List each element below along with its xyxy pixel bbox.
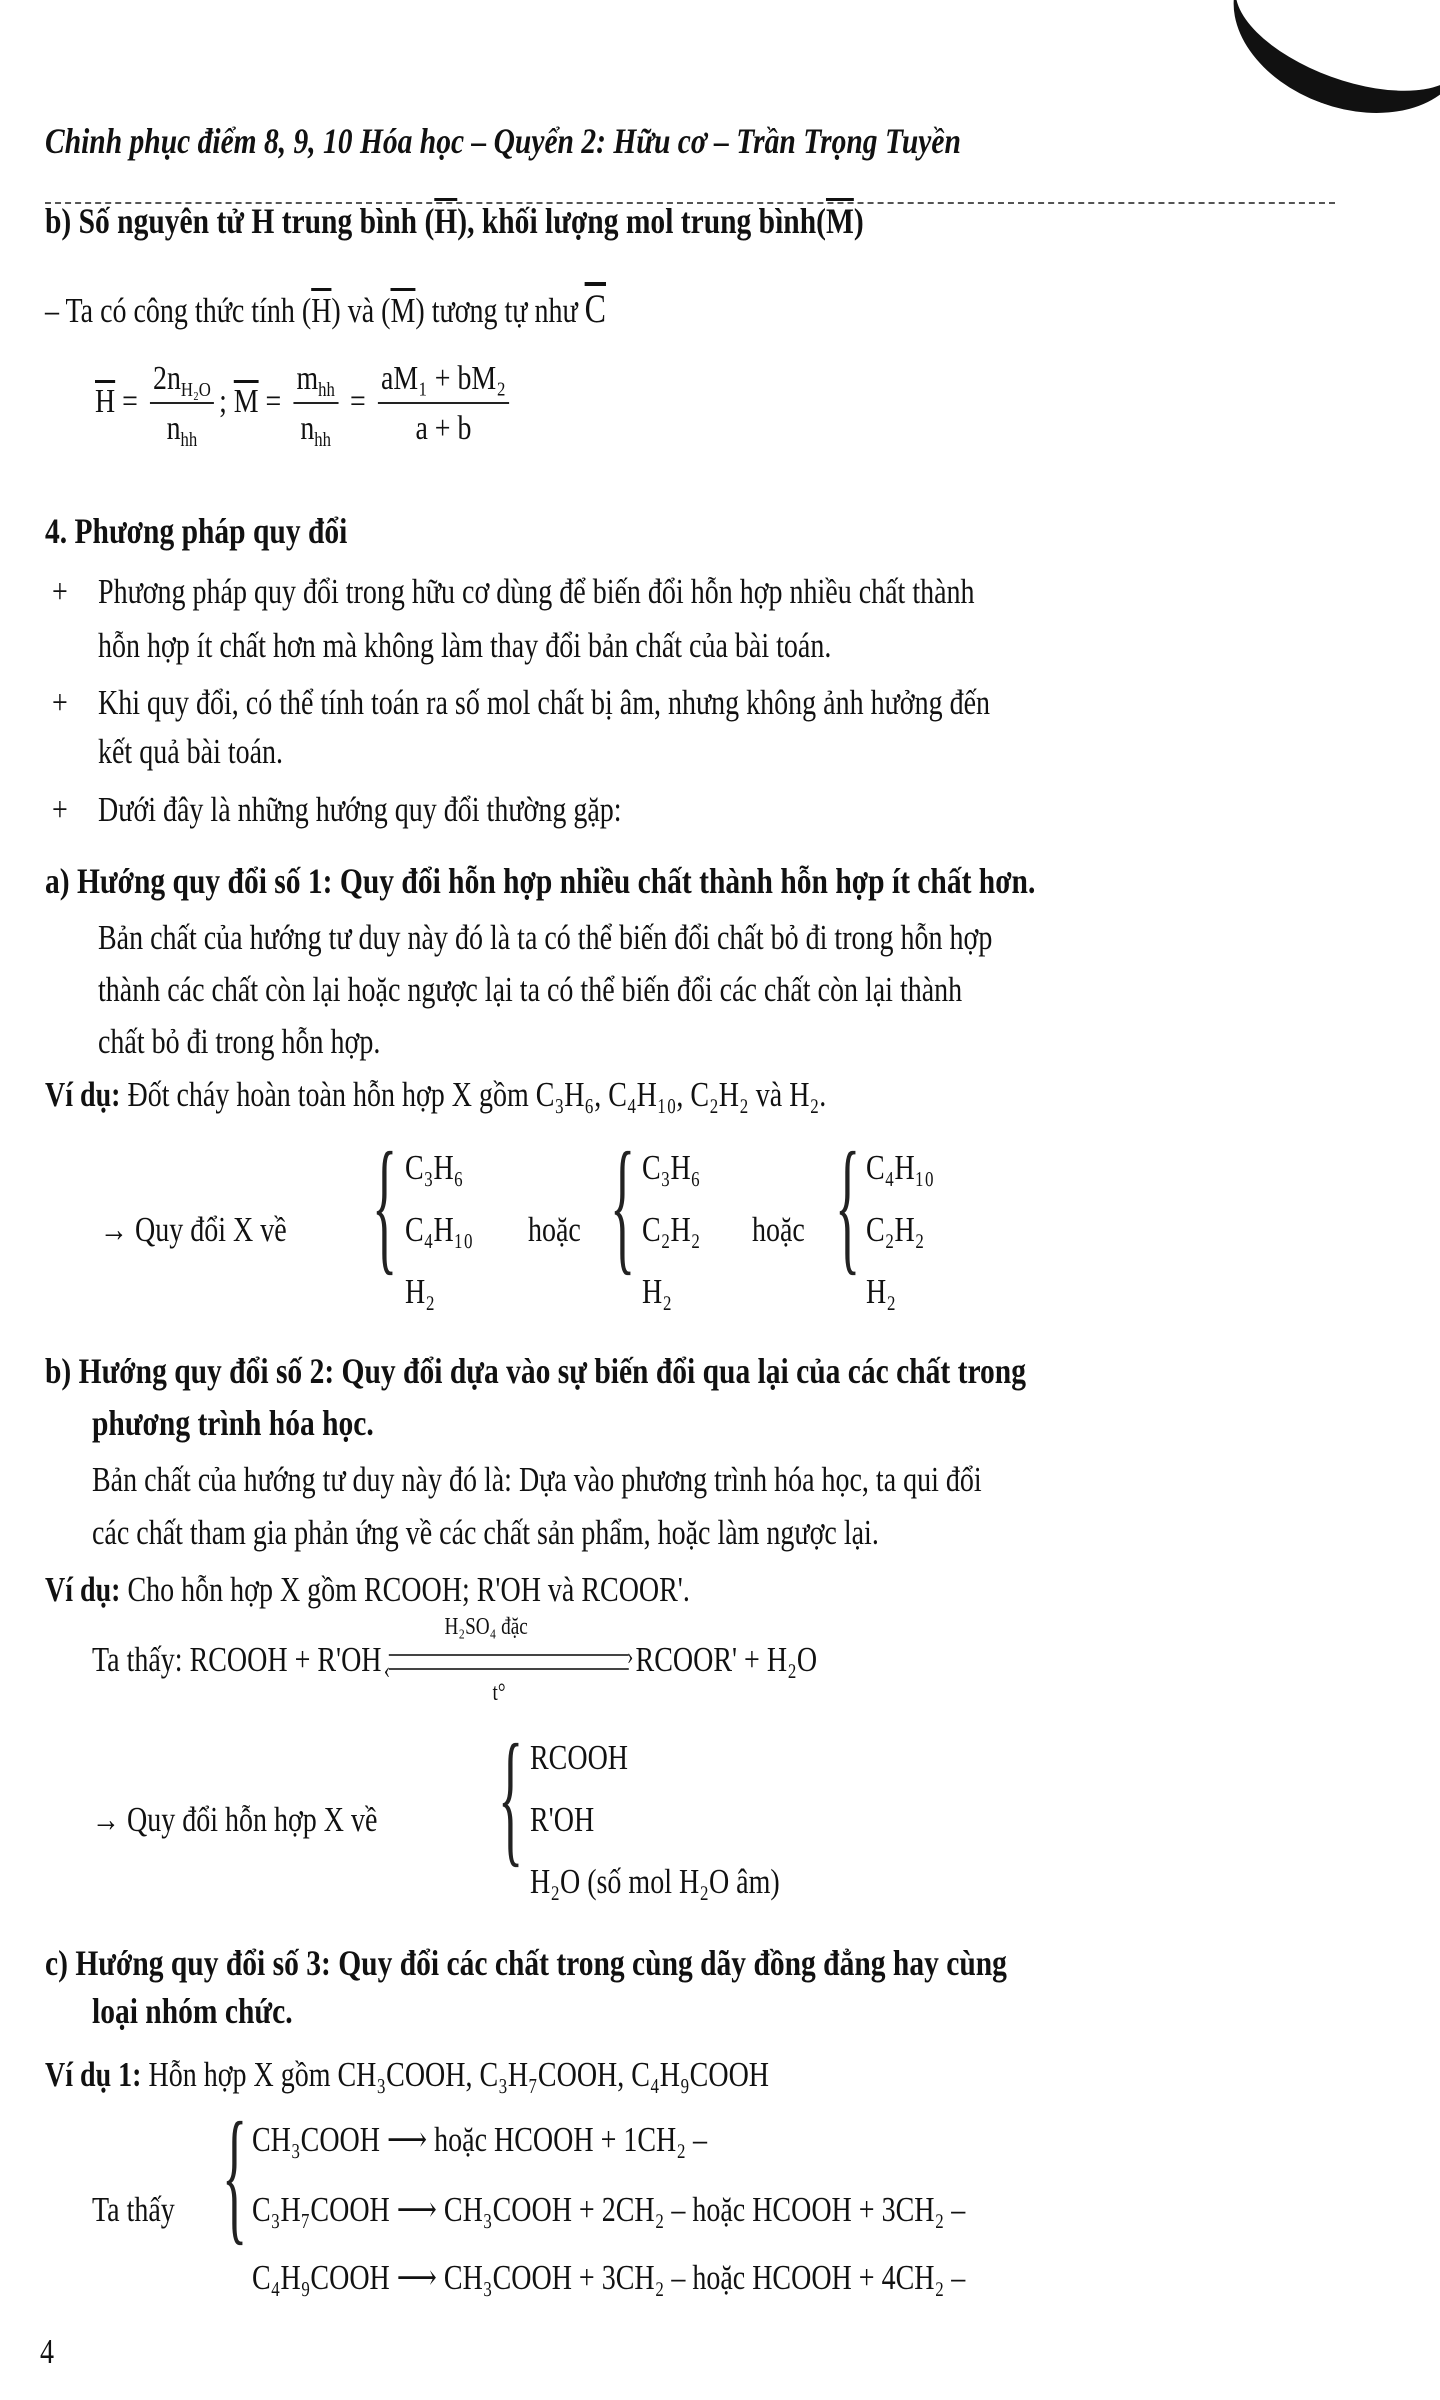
page-number: 4 — [40, 2332, 54, 2371]
bullet-3-line-1: Dưới đây là những hướng quy đổi thường gặp: — [98, 790, 622, 829]
homolog-row: CH₃COOH ⟶ hoặc HCOOH + 1CH₂ – — [252, 2120, 708, 2159]
part-b-para-2: các chất tham gia phản ứng về các chất sản phẩm, hoặc làm ngược lại. — [92, 1513, 879, 1552]
bullet-1-line-1: Phương pháp quy đổi trong hữu cơ dùng để biến đổi hỗn hợp nhiều chất thành — [98, 572, 975, 611]
or-label: hoặc — [528, 1210, 581, 1249]
m-bar-symbol: $\overline{M}$ — [825, 201, 854, 241]
homolog-row: C₄H₉COOH ⟶ CH₃COOH + 3CH₂ – hoặc HCOOH + 4CH₂ – — [252, 2258, 966, 2297]
group-1-item-1: C₃H₆ — [405, 1148, 464, 1187]
average-formula: $\overline{H}$ = $\frac{2n_{H_2O}}{n_{hh}}$ ; $\overline{M}$ = $\frac{m_{hh}}{n_{hh}}$ = $\frac{\text{aM₁ + bM₂}}{a + b}$ — [95, 360, 514, 448]
or-label: hoặc — [752, 1210, 805, 1249]
fraction-m: $\frac{m_{hh}}{n_{hh}}$ — [293, 360, 338, 448]
bullet-1-line-2: hỗn hợp ít chất hơn mà không làm thay đổi bản chất của bài toán. — [98, 626, 832, 665]
arrow-icon: ⟶ — [396, 2258, 437, 2297]
fraction-m-weighted: $\frac{\text{aM₁ + bM₂}}{a + b}$ — [378, 360, 510, 448]
section-heading-4: 4. Phương pháp quy đổi — [45, 511, 348, 551]
part-b-group-item-1: RCOOH — [530, 1738, 629, 1777]
part-b-example: Ví dụ: Cho hỗn hợp X gồm RCOOH; R'OH và RCOOR'. — [45, 1570, 690, 1609]
h-bar-symbol: $\overline{H}$ — [434, 201, 458, 241]
bullet-2-line-1: Khi quy đổi, có thể tính toán ra số mol chất bị âm, nhưng không ảnh hưởng đến — [98, 683, 991, 722]
arrow-icon: ⟶ — [396, 2190, 437, 2229]
bullet-plus-icon: + — [52, 683, 68, 722]
part-c-example: Ví dụ 1: Hỗn hợp X gồm CH₃COOH, C₃H₇COOH, C₄H₉COOH — [45, 2055, 770, 2094]
brace-icon: { — [835, 1122, 861, 1288]
group-3-item-1: C₄H₁₀ — [866, 1148, 935, 1187]
fraction-h: $\frac{2n_{H_2O}}{n_{hh}}$ — [150, 360, 214, 448]
part-b-convert-label: → Quy đổi hỗn hợp X về — [92, 1800, 378, 1839]
part-b-heading-1: b) Hướng quy đổi số 2: Quy đổi dựa vào sự biến đổi qua lại của các chất trong — [45, 1351, 1026, 1391]
part-c-heading-2: loại nhóm chức. — [92, 1991, 293, 2031]
group-1-item-3: H₂ — [405, 1272, 435, 1311]
brace-icon: { — [498, 1714, 524, 1880]
group-2-item-3: H₂ — [642, 1272, 672, 1311]
brace-icon: { — [610, 1122, 636, 1288]
brace-icon: { — [372, 1122, 398, 1288]
part-b-group-item-3: H₂O (số mol H₂O âm) — [530, 1862, 780, 1901]
group-3-item-2: C₂H₂ — [866, 1210, 925, 1249]
bullet-plus-icon: + — [52, 790, 68, 829]
brace-icon: { — [222, 2092, 248, 2258]
part-c-heading-1: c) Hướng quy đổi số 3: Quy đổi các chất trong cùng dãy đồng đẳng hay cùng — [45, 1943, 1007, 1983]
part-a-heading: a) Hướng quy đổi số 1: Quy đổi hỗn hợp nhiều chất thành hỗn hợp ít chất hơn. — [45, 861, 1036, 901]
part-c-ta-thay: Ta thấy — [92, 2190, 175, 2229]
running-header: Chinh phục điểm 8, 9, 10 Hóa học – Quyển 2: Hữu cơ – Trần Trọng Tuyền — [45, 121, 961, 161]
group-2-item-1: C₃H₆ — [642, 1148, 701, 1187]
bullet-2-line-2: kết quả bài toán. — [98, 732, 284, 771]
group-2-item-2: C₂H₂ — [642, 1210, 701, 1249]
part-a-para-2: thành các chất còn lại hoặc ngược lại ta có thể biến đổi các chất còn lại thành — [98, 970, 963, 1009]
homolog-row: C₃H₇COOH ⟶ CH₃COOH + 2CH₂ – hoặc HCOOH + 3CH₂ – — [252, 2190, 966, 2229]
part-b-group-item-2: R'OH — [530, 1800, 595, 1839]
part-a-convert-label: → Quy đổi X về — [100, 1210, 287, 1249]
part-a-para-1: Bản chất của hướng tư duy này đó là ta có thể biến đổi chất bỏ đi trong hỗn hợp — [98, 918, 993, 957]
arrow-icon: ⟶ — [387, 2120, 428, 2159]
group-3-item-3: H₂ — [866, 1272, 896, 1311]
formula-intro-line: – Ta có công thức tính $(\overline{H})$ và $(\overline{M})$ tương tự như $\overline{C}$ — [45, 286, 606, 331]
section-heading-average: b) Số nguyên tử H trung bình $(\overline{H})$, khối lượng mol trung $bình(\overline{M})$ — [45, 201, 864, 241]
esterification-equation: Ta thấy: RCOOH + R'OH H₂SO₄ đặc › ‹ t° RCOOR' + H₂O — [92, 1613, 818, 1706]
scan-shadow-corner — [1209, 0, 1440, 144]
part-b-heading-2: phương trình hóa học. — [92, 1403, 374, 1443]
part-a-para-3: chất bỏ đi trong hỗn hợp. — [98, 1022, 381, 1061]
part-b-para-1: Bản chất của hướng tư duy này đó là: Dựa vào phương trình hóa học, ta qui đổi — [92, 1460, 982, 1499]
group-1-item-2: C₄H₁₀ — [405, 1210, 474, 1249]
bullet-plus-icon: + — [52, 572, 68, 611]
part-a-example: Ví dụ: Đốt cháy hoàn toàn hỗn hợp X gồm C₃H₆, C₄H₁₀, C₂H₂ và H₂. — [45, 1075, 827, 1114]
reversible-arrow-icon: H₂SO₄ đặc › ‹ t° — [383, 1613, 634, 1706]
